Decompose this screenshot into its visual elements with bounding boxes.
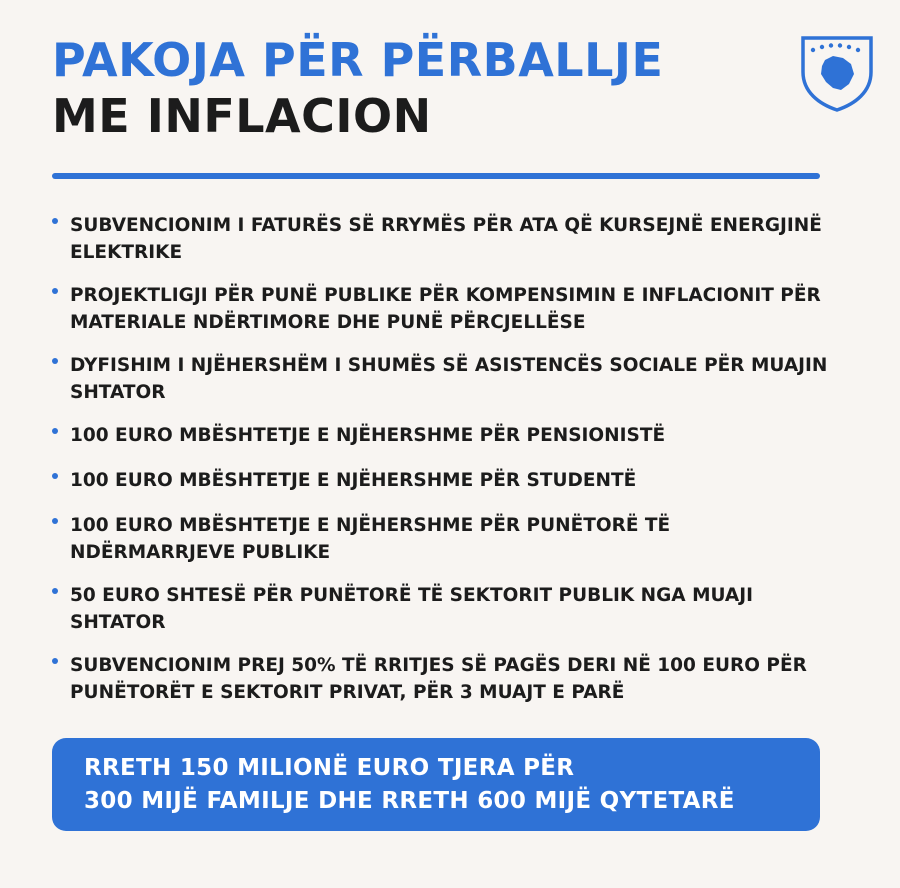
list-item: SUBVENCIONIM PREJ 50% TË RRITJES SË PAGËS DERI NË 100 EURO PËR PUNËTORËT E SEKTORIT PRIVAT, PËR 3 MUAJT E PARË: [52, 652, 842, 706]
title-line-2: ME INFLACION: [52, 89, 432, 143]
list-item: 50 EURO SHTESË PËR PUNËTORË TË SEKTORIT PUBLIK NGA MUAJI SHTATOR: [52, 582, 842, 636]
bullet-icon: [52, 473, 58, 479]
kosovo-coat-of-arms-icon: [799, 34, 875, 112]
bullet-icon: [52, 658, 58, 664]
list-item: 100 EURO MBËSHTETJE E NJËHERSHME PËR PUNËTORË TË NDËRMARRJEVE PUBLIKE: [52, 512, 842, 566]
bullet-icon: [52, 218, 58, 224]
banner-line-2: 300 MIJË FAMILJE DHE RRETH 600 MIJË QYTETARË: [84, 788, 735, 814]
bullet-icon: [52, 428, 58, 434]
list-item: 100 EURO MBËSHTETJE E NJËHERSHME PËR PENSIONISTË: [52, 422, 842, 449]
banner-line-1: RRETH 150 MILIONË EURO TJERA PËR: [84, 755, 575, 781]
list-item: 100 EURO MBËSHTETJE E NJËHERSHME PËR STUDENTË: [52, 467, 842, 494]
page-title: [52, 32, 663, 144]
bullet-icon: [52, 588, 58, 594]
title-divider: [52, 173, 820, 179]
bullet-icon: [52, 358, 58, 364]
bullet-icon: [52, 288, 58, 294]
list-item: PROJEKTLIGJI PËR PUNË PUBLIKE PËR KOMPENSIMIN E INFLACIONIT PËR MATERIALE NDËRTIMORE DHE PUNË PËRCJELLËSE: [52, 282, 842, 336]
summary-banner: [52, 738, 820, 831]
title-line-1: PAKOJA PËR PËRBALLJE: [52, 33, 664, 87]
bullet-icon: [52, 518, 58, 524]
list-item: SUBVENCIONIM I FATURËS SË RRYMËS PËR ATA QË KURSEJNË ENERGJINË ELEKTRIKE: [52, 212, 842, 266]
measures-list: [52, 212, 842, 722]
list-item: DYFISHIM I NJËHERSHËM I SHUMËS SË ASISTENCËS SOCIALE PËR MUAJIN SHTATOR: [52, 352, 842, 406]
